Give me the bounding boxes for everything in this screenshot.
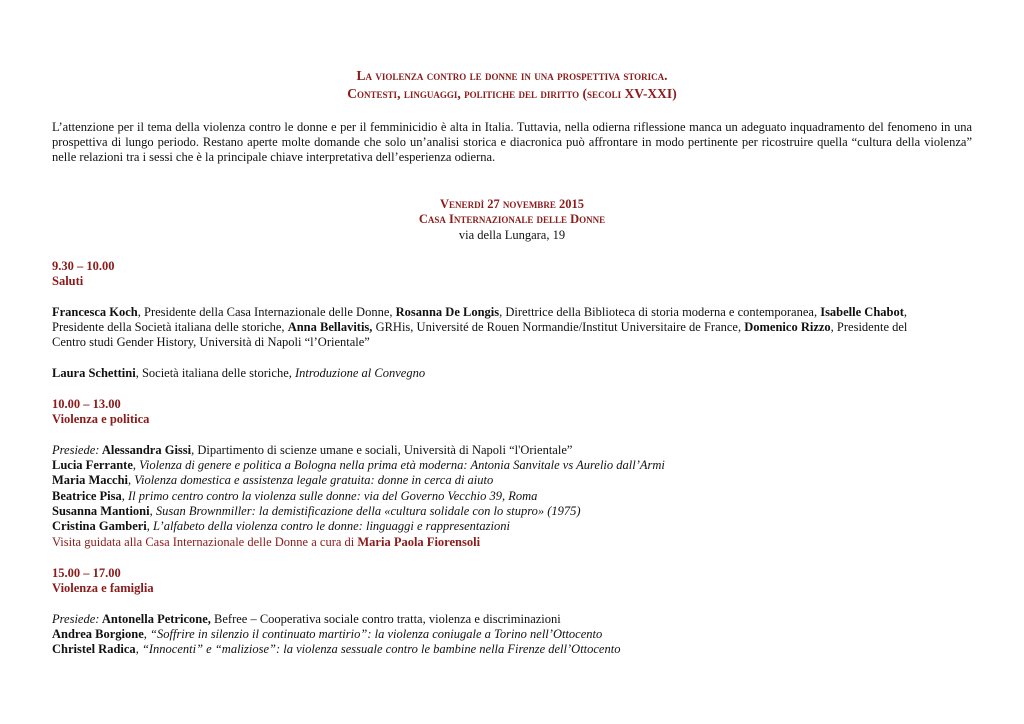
event-address: via della Lungara, 19 — [458, 228, 566, 242]
speaker-name: Francesca Koch — [52, 305, 138, 319]
speaker-name: Cristina Gamberi — [52, 519, 147, 533]
chair-affiliation: Befree – Cooperativa sociale contro tratta, violenza e discriminazioni — [210, 612, 561, 626]
session3-chair — [52, 612, 972, 627]
talk-row — [52, 458, 972, 473]
talk-title: Susan Brownmiller: la demistificazione della «cultura solidale con lo stupro» (1975) — [155, 504, 581, 518]
speaker-role: , Presidente del — [830, 320, 908, 334]
talk-title: Violenza domestica e assistenza legale gratuita: donne in cerca di aiuto — [134, 473, 494, 487]
talk-title: Introduzione al Convegno — [295, 366, 426, 380]
session1-title: Saluti — [52, 274, 84, 288]
visit-guide: Maria Paola Fiorensoli — [357, 535, 481, 549]
document-subtitle: Contesti, linguaggi, politiche del diritto (secoli XV-XXI) — [347, 86, 677, 101]
session1-time: 9.30 – 10.00 — [52, 259, 115, 273]
speaker-role: , — [903, 305, 908, 319]
speaker-name: Lucia Ferrante — [52, 458, 133, 472]
speaker-name: Rosanna De Longis — [395, 305, 500, 319]
speaker-role: , Presidente della Casa Internazionale delle Donne, — [137, 305, 396, 319]
session2-title: Violenza e politica — [52, 412, 150, 426]
talk-row — [52, 473, 972, 488]
session3-title: Violenza e famiglia — [52, 581, 154, 595]
separator: , — [135, 642, 142, 656]
talk-row — [52, 627, 972, 642]
talk-title: Violenza di genere e politica a Bologna nella prima età moderna: Antonia Sanvitale vs Aurelio dall’Armi — [139, 458, 665, 472]
speaker-name: Andrea Borgione — [52, 627, 144, 641]
visit-text: Visita guidata alla Casa Internazionale delle Donne a cura di — [52, 535, 358, 549]
chair-label: Presiede: — [52, 443, 100, 457]
speaker-name: Domenico Rizzo — [744, 320, 831, 334]
talk-title: Il primo centro contro la violenza sulle donne: via del Governo Vecchio 39, Roma — [128, 489, 538, 503]
separator: , — [143, 627, 151, 641]
speaker-name: Beatrice Pisa — [52, 489, 122, 503]
session2-chair — [52, 443, 972, 458]
session2-time: 10.00 – 13.00 — [52, 397, 121, 411]
session1-speakers-line1 — [52, 305, 972, 320]
talk-row — [52, 519, 972, 534]
talk-title: “Innocenti” e “maliziose”: la violenza sessuale contro le bambine nella Firenze dell’Ottocento — [141, 642, 621, 656]
event-venue: Casa Internazionale delle Donne — [418, 212, 606, 226]
guided-visit — [52, 535, 972, 550]
speaker-name: Christel Radica — [52, 642, 136, 656]
talk-row — [52, 504, 972, 519]
intro-speaker-line — [52, 366, 972, 381]
separator: , — [132, 458, 140, 472]
event-date: Venerdì 27 novembre 2015 — [440, 197, 584, 211]
talk-row — [52, 642, 972, 657]
speaker-role: Presidente della Società italiana delle storiche, — [52, 320, 288, 334]
intro-paragraph: L’attenzione per il tema della violenza contro le donne e per il femminicidio è alta in Italia. Tuttavia, nella odierna riflessione manca un adeguato inquadramento del fenomeno in una prospettiva di lungo periodo. Restano aperte molte domande che solo un’analisi storica e diacronica può affrontare in modo pertinente per ricostruire quella “cultura della violenza” nelle relazioni tra i sessi che è la principale chiave interpretativa dell’esperienza odierna. — [52, 120, 972, 164]
document-title: La violenza contro le donne in una prospettiva storica. — [356, 68, 668, 83]
speaker-role: , Direttrice della Biblioteca di storia moderna e contemporanea, — [499, 305, 821, 319]
separator: , — [121, 489, 129, 503]
separator: , — [128, 473, 135, 487]
speaker-name: Susanna Mantioni — [52, 504, 150, 518]
session1-speakers-line3: Centro studi Gender History, Università di Napoli “l’Orientale” — [52, 335, 370, 349]
speaker-role: GRHis, Université de Rouen Normandie/Institut Universitaire de France, — [372, 320, 745, 334]
chair-label: Presiede: — [52, 612, 100, 626]
speaker-name: Anna Bellavitis, — [287, 320, 373, 334]
session3-time: 15.00 – 17.00 — [52, 566, 121, 580]
speaker-name: Maria Macchi — [52, 473, 129, 487]
session1-speakers-line2 — [52, 320, 972, 335]
speaker-name: Laura Schettini — [52, 366, 136, 380]
chair-affiliation: , Dipartimento di scienze umane e sociali, Università di Napoli “l'Orientale” — [191, 443, 573, 457]
chair-name: Alessandra Gissi — [99, 443, 192, 457]
speaker-affiliation: , Società italiana delle storiche, — [135, 366, 296, 380]
chair-name: Antonella Petricone, — [99, 612, 211, 626]
talk-row — [52, 489, 972, 504]
separator: , — [149, 504, 156, 518]
talk-title: L’alfabeto della violenza contro le donne: linguaggi e rappresentazioni — [153, 519, 510, 533]
separator: , — [146, 519, 154, 533]
speaker-name: Isabelle Chabot — [820, 305, 904, 319]
talk-title: “Soffrire in silenzio il continuato martirio”: la violenza coniugale a Torino nell’Ottocento — [150, 627, 603, 641]
